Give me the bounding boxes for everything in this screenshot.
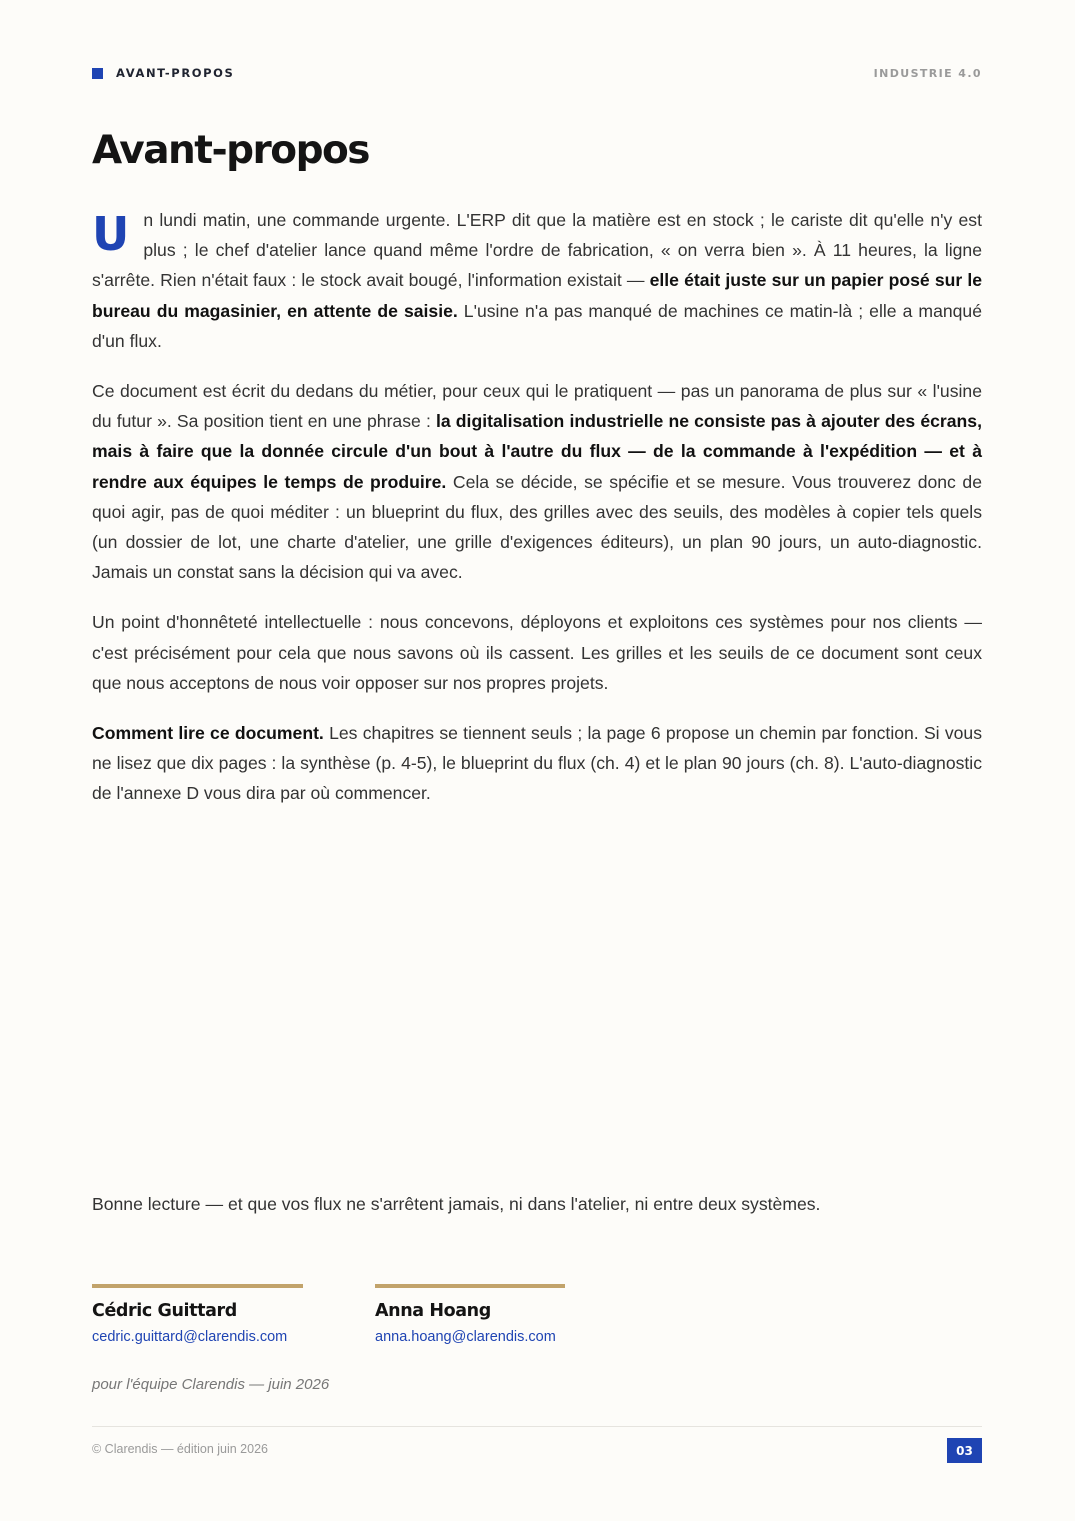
section-label: AVANT-PROPOS <box>116 66 235 80</box>
page-number-badge: 03 <box>947 1438 982 1463</box>
page <box>92 0 982 1521</box>
footer-copyright: © Clarendis — édition juin 2026 <box>92 1442 268 1456</box>
paragraph-position <box>92 376 982 587</box>
signer-name: Cédric Guittard <box>92 1301 237 1321</box>
drop-cap: U <box>92 207 130 261</box>
closing-line: Bonne lecture — et que vos flux ne s'arrêtent jamais, ni dans l'atelier, ni entre deux systèmes. <box>92 1194 821 1214</box>
paragraph-emphasis: la digitalisation industrielle ne consiste pas à ajouter des écrans, mais à faire que la donnée circule d'un bout à l'autre du flux — de la commande à l'expédition — et à rendre aux équipes le temps de produire. <box>92 411 982 492</box>
paragraph-honesty <box>92 607 982 698</box>
signer-card <box>92 1284 303 1345</box>
section-marker <box>92 66 234 80</box>
paragraph-text: Un point d'honnêteté intellectuelle : nous concevons, déployons et exploitons ces systèmes pour nos clients — c'est précisément pour cela que nous savons où ils cassent. Les grilles et les seuils de ce document sont ceux que nous acceptons de nous voir opposer sur nos propres projets. <box>92 612 982 693</box>
paragraph-intro <box>92 205 982 356</box>
section-square-icon <box>92 68 103 79</box>
paragraph-text: n lundi matin, une commande urgente. L'ERP dit que la matière est en stock ; le cariste dit qu'elle n'y est plus ; le chef d'atelier lance quand même l'ordre de fabrication, « on verra bien ». À 11 heures, la ligne s'arrête. Rien n'était faux : le stock avait bougé, l'information existait — <box>92 210 982 291</box>
signer-email-link[interactable]: anna.hoang@clarendis.com <box>375 1329 556 1345</box>
page-title: Avant-propos <box>92 128 369 173</box>
signer-card <box>375 1284 565 1345</box>
team-note: pour l'équipe Clarendis — juin 2026 <box>92 1376 330 1393</box>
paragraph-emphasis: elle était juste sur un papier posé sur le bureau du magasinier, en attente de saisie. <box>92 270 982 321</box>
document-label: INDUSTRIE 4.0 <box>873 67 982 80</box>
page-header <box>92 66 982 82</box>
signer-rule <box>375 1284 565 1288</box>
signer-email-link[interactable]: cedric.guittard@clarendis.com <box>92 1329 288 1345</box>
paragraph-text: Les chapitres se tiennent seuls ; la page 6 propose un chemin par fonction. Si vous ne lisez que dix pages : la synthèse (p. 4-5), le blueprint du flux (ch. 4) et le plan 90 jours (ch. 8). L'auto-diagnostic de l'annexe D vous dira par où commencer. <box>92 723 983 804</box>
signer-name: Anna Hoang <box>375 1301 491 1321</box>
paragraph-text: Ce document est écrit du dedans du métier, pour ceux qui le pratiquent — pas un panorama de plus sur « l'usine du futur ». Sa position tient en une phrase : <box>92 381 982 432</box>
paragraph-how-to-read <box>92 718 982 809</box>
body-text <box>92 205 982 829</box>
signer-rule <box>92 1284 303 1288</box>
footer-divider <box>92 1426 982 1427</box>
paragraph-emphasis: Comment lire ce document. <box>92 723 324 744</box>
paragraph-text: Cela se décide, se spécifie et se mesure. Vous trouverez donc de quoi agir, pas de quoi méditer : un blueprint du flux, des grilles avec des seuils, des modèles à copier tels quels (un dossier de lot, une charte d'atelier, une grille d'exigences éditeurs), un plan 90 jours, un auto-diagnostic. Jamais un constat sans la décision qui va avec. <box>92 471 983 583</box>
paragraph-text: L'usine n'a pas manqué de machines ce matin-là ; elle a manqué d'un flux. <box>92 300 982 351</box>
